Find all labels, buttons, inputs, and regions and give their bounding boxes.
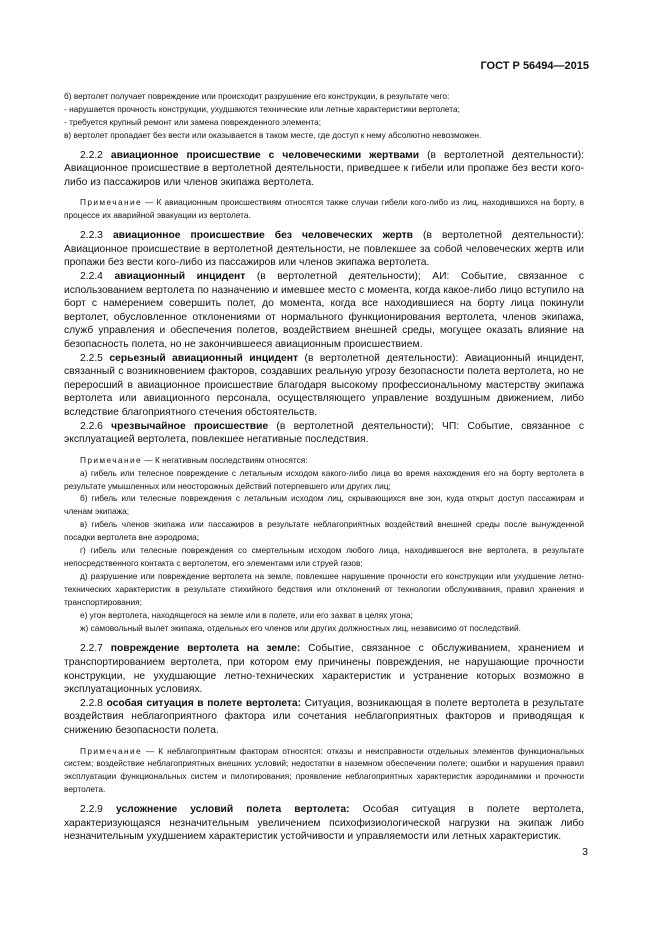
note-text: — К неблагоприятным факторам относятся: отказы и неисправности отдельных элементов функциональных систем; воздействие неблагоприятных внешних условий; недостатки в наземном обеспечении полете; ошибки и нарушения правил эксплуатации функциональных систем и пилотирования; проявление неблагоприятных характеристик аэродинамики и прочности вертолета. — [64, 745, 584, 795]
note-label: Примечание — [80, 197, 143, 208]
term-name: особая ситуация в полете вертолета: — [106, 697, 302, 709]
document-body — [64, 90, 584, 844]
term-definition: (в вертолетной деятельности); ЧП: Событие, связанное с эксплуатацией вертолета, повлекшее негативные последствия. — [64, 420, 584, 446]
note-text: — К авиационным происшествиям относятся также случаи гибели кого-либо из лиц, находившихся на борту, в процессе их аварийной эвакуации из вертолета. — [64, 197, 584, 221]
term-name: серьезный авиационный инцидент — [109, 352, 299, 364]
term-definition: (в вертолетной деятельности); АИ: Событие, связанное с использованием вертолета по назначению и имевшее место с момента, когда какое-либо лицо вступило на борт с намерением совершить полет, до момента, когда все находившиеся на борту лица покинули вертолет, обусловленное отклонениями от нормального функционирования вертолета, членов экипажа, служб управления и обеспечения полетов, воздействием внешней среды, могущее оказать влияние на безопасность полета, но не закончившееся авиационным происшествием. — [64, 271, 584, 350]
note-3 — [64, 745, 584, 797]
term-name: авиационное происшествие с человеческими жертвами — [110, 149, 420, 161]
term-2-2-4 — [64, 270, 584, 352]
note-item-a: а) гибель или телесное повреждение с летальным исходом какого-либо лица во время нахождения его на борту вертолета в результате умышленных или неосторожных действий потерпевшего или других лиц; — [64, 467, 584, 491]
term-name: чрезвычайное происшествие — [111, 420, 269, 432]
term-2-2-5 — [64, 352, 584, 420]
term-definition: (в вертолетной деятельности): Авиационное происшествие в вертолетной деятельности, не повлекшее за собой человеческих жертв или пропажи без вести кого-либо из пассажиров или членов экипажа вертолета. — [64, 230, 584, 269]
term-definition: Особая ситуация в полете вертолета, характеризующаяся незначительным увеличением психофизиологической нагрузки на экипаж либо незначительным ухудшением характеристик устойчивости и управляемости или летных характеристик. — [64, 804, 584, 843]
note-item-g: г) гибель или телесные повреждения со смертельным исходом любого лица, находившегося вне вертолета, в результате непосредственного контакта с вертолетом, его элементами или струей газов; — [64, 545, 584, 568]
note-item-d: д) разрушение или повреждение вертолета на земле, повлекшее нарушение прочности его конструкции или ухудшение летно-технических характеристик в результате стихийного бедствия или отклонений от технологии обслуживания, правил хранения и транспортирования; — [64, 570, 584, 607]
list-item-b2: - требуется крупный ремонт или замена поврежденного элемента; — [64, 116, 322, 127]
note-item-b: б) гибель или телесные повреждения с летальным исходом лиц, скрывающихся вне зон, куда открыт доступ пассажирам и членам экипажа; — [64, 493, 584, 517]
term-number: 2.2.6 — [80, 420, 103, 432]
note-2 — [64, 454, 584, 467]
term-number: 2.2.7 — [80, 643, 103, 655]
note-item-e: е) угон вертолета, находящегося на земле или в полете, или его захват в целях угона; — [80, 609, 413, 620]
term-definition: Событие, связанное с обслуживанием, хранением и транспортированием вертолета, при котором ему причинены повреждения, не нарушающие прочности конструкции, не ухудшающие летно-технических характеристик и устранение которых возможно в эксплуатационных условиях. — [64, 643, 584, 696]
term-2-2-8 — [64, 697, 584, 738]
note-label: Примечание — [80, 745, 143, 756]
term-number: 2.2.2 — [80, 149, 103, 161]
term-name: усложнение условий полета вертолета: — [115, 804, 350, 816]
standard-header: ГОСТ Р 56494—2015 — [480, 60, 589, 72]
note-label: Примечание — [80, 454, 143, 465]
term-number: 2.2.3 — [80, 230, 103, 242]
term-definition: (в вертолетной деятельности): Авиационный инцидент, связанный с возникновением факторов, создавших реальную угрозу безопасности полета вертолета, но не переросший в авиационное происшествие благодаря высокому профессиональному мастерству экипажа вертолета или авиационного персонала, осуществляющего управление воздушным движением, либо вследствие благоприятного стечения обстоятельств. — [64, 352, 584, 418]
term-definition: (в вертолетной деятельности): Авиационное происшествие в вертолетной деятельности, приведшее к гибели или пропаже без вести кого-либо из пассажиров или членов экипажа вертолета. — [64, 149, 584, 188]
term-number: 2.2.4 — [80, 271, 103, 282]
list-item-b: б) вертолет получает повреждение или происходит разрушение его конструкции, в результате чего: — [64, 91, 450, 101]
note-1 — [64, 196, 584, 222]
note-item-zh: ж) самовольный вылет экипажа, отдельных его членов или других должностных лиц, независимо от последствий. — [80, 622, 521, 633]
term-definition: Ситуация, возникающая в полете вертолета в результате воздействия неблагоприятного фактора или сочетания неблагоприятных факторов и приводящая к снижению безопасности полета. — [64, 697, 584, 736]
list-item-b1: - нарушается прочность конструкции, ухудшаются технические или летные характеристики вертолета; — [64, 103, 460, 114]
term-2-2-7 — [64, 642, 584, 696]
term-2-2-9 — [64, 803, 584, 844]
term-name: повреждение вертолета на земле: — [110, 643, 301, 655]
list-item-v: в) вертолет пропадает без вести или оказывается в таком месте, где доступ к нему абсолютно невозможен. — [64, 129, 482, 140]
term-number: 2.2.5 — [80, 352, 103, 364]
term-2-2-6 — [64, 420, 584, 447]
term-name: авиационное происшествие без человеческих жертв — [112, 230, 414, 242]
term-number: 2.2.9 — [80, 804, 103, 816]
term-2-2-2 — [64, 149, 584, 190]
note-text: — К негативным последствиям относятся: — [142, 454, 308, 465]
term-name: авиационный инцидент — [114, 271, 246, 282]
term-2-2-3 — [64, 229, 584, 270]
term-number: 2.2.8 — [80, 697, 103, 709]
note-item-v: в) гибель членов экипажа или пассажиров в результате неблагоприятных воздействий внешней среды после вынужденной посадки вертолета вне аэродрома; — [64, 519, 584, 543]
page-number: 3 — [582, 846, 588, 858]
